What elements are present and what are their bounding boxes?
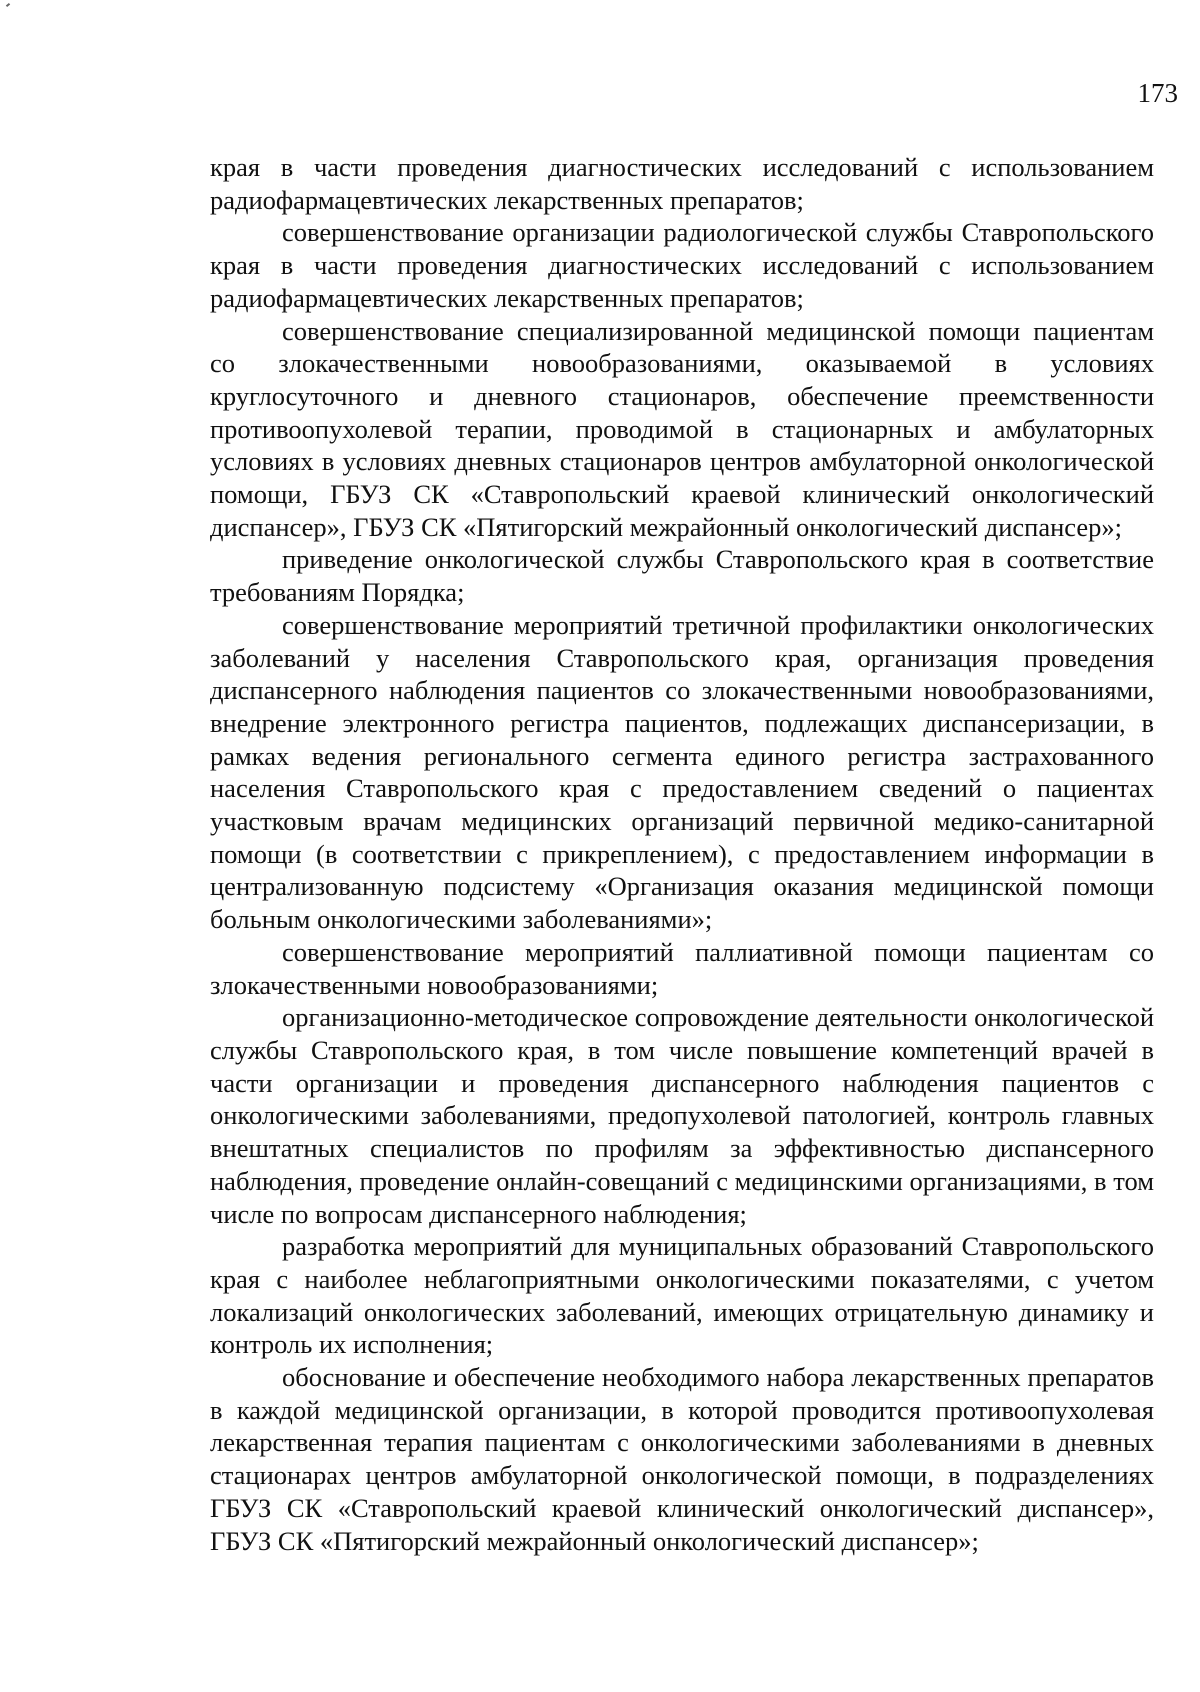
scan-mark [6, 3, 10, 7]
paragraph-2: совершенствование организации радиологической службы Ставропольского края в части проведения диагностических исследований с использованием радиофармацевтических лекарственных препаратов; [210, 217, 1154, 313]
body-text [210, 151, 1154, 1557]
paragraph-6: совершенствование мероприятий паллиативной помощи пациентам со злокачественными новообразованиями; [210, 936, 1154, 1000]
paragraph-8: разработка мероприятий для муниципальных образований Ставропольского края с наиболее неблагоприятными онкологическими показателями, с учетом локализаций онкологических заболеваний, имеющих отрицательную динамику и контроль их исполнения; [210, 1231, 1154, 1360]
paragraph-9: обоснование и обеспечение необходимого набора лекарственных препаратов в каждой медицинской организации, в которой проводится противоопухолевая лекарственная терапия пациентам с онкологическими заболеваниями в дневных стационарах центров амбулаторной онкологической помощи, в подразделениях ГБУЗ СК «Ставропольский краевой клинический онкологический диспансер», ГБУЗ СК «Пятигорский межрайонный онкологический диспансер»; [210, 1362, 1154, 1556]
paragraph-7: организационно-методическое сопровождение деятельности онкологической службы Ставропольского края, в том числе повышение компетенций врачей в части организации и проведения диспансерного наблюдения пациентов с онкологическими заболеваниями, предопухолевой патологией, контроль главных внештатных специалистов по профилям за эффективностью диспансерного наблюдения, проведение онлайн-совещаний с медицинскими организациями, в том числе по вопросам диспансерного наблюдения; [210, 1002, 1154, 1229]
page-number: 173 [1137, 78, 1178, 108]
paragraph-1: края в части проведения диагностических исследований с использованием радиофармацевтических лекарственных препаратов; [210, 152, 1154, 215]
paragraph-4: приведение онкологической службы Ставропольского края в соответствие требованиям Порядка; [210, 544, 1154, 608]
paragraph-3: совершенствование специализированной медицинской помощи пациентам со злокачественными новообразованиями, оказываемой в условиях круглосуточного и дневного стационаров, обеспечение преемственности противоопухолевой терапии, проводимой в стационарных и амбулаторных условиях в условиях дневных стационаров центров амбулаторной онкологической помощи, ГБУЗ СК «Ставропольский краевой клинический онкологический диспансер», ГБУЗ СК «Пятигорский межрайонный онкологический диспансер»; [210, 315, 1154, 542]
paragraph-5: совершенствование мероприятий третичной профилактики онкологических заболеваний у населения Ставропольского края, организация проведения диспансерного наблюдения пациентов со злокачественными новообразованиями, внедрение электронного регистра пациентов, подлежащих диспансеризации, в рамках ведения регионального сегмента единого регистра застрахованного населения Ставропольского края с предоставлением сведений о пациентах участковым врачам медицинских организаций первичной медико-санитарной помощи (в соответствии с прикреплением), с предоставлением информации в централизованную подсистему «Организация оказания медицинской помощи больным онкологическими заболеваниями»; [210, 609, 1154, 935]
